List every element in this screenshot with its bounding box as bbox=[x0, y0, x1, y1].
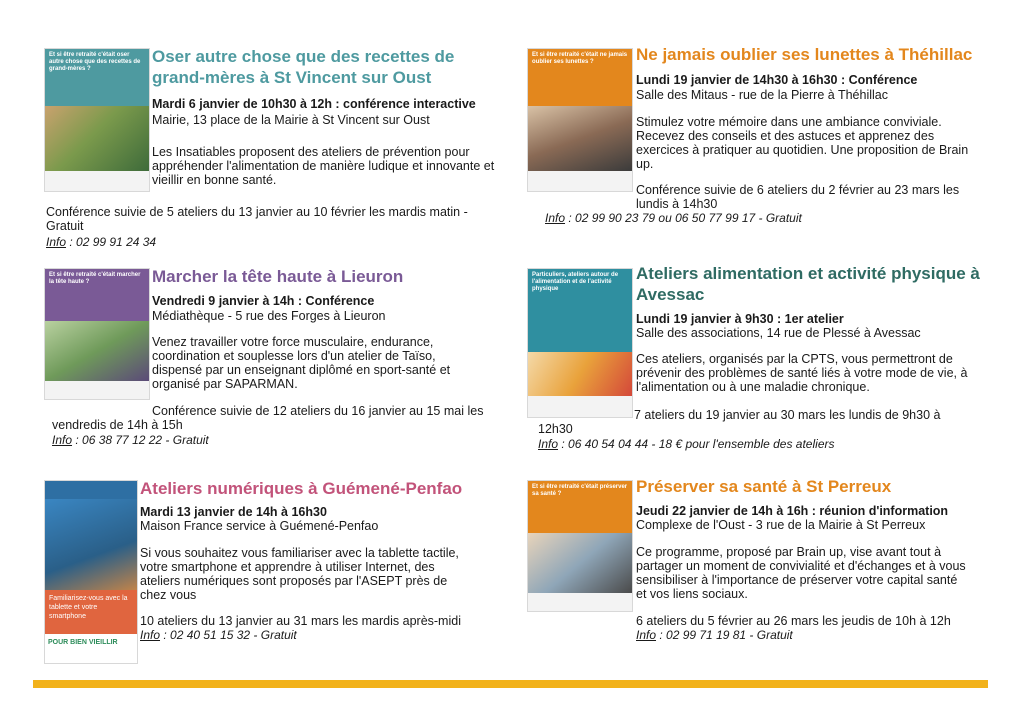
event-place: Mairie, 13 place de la Mairie à St Vincent sur Oust bbox=[152, 113, 430, 127]
poster-caption: Et si être retraité c'était préserver sa santé ? bbox=[528, 481, 632, 543]
event-info bbox=[545, 211, 985, 225]
event-poster-image bbox=[527, 480, 633, 612]
event-poster-image bbox=[527, 268, 633, 418]
event-date: Vendredi 9 janvier à 14h : Conférence bbox=[152, 294, 375, 308]
poster-logos bbox=[528, 171, 632, 191]
poster-photo bbox=[45, 106, 149, 171]
event-date: Mardi 13 janvier de 14h à 16h30 bbox=[140, 505, 327, 519]
event-description: Ce programme, proposé par Brain up, vise avant tout à partager un moment de convivialité et d'échanges et à vous sensibiliser à l'importance de préserver votre capital santé et vos liens sociaux. bbox=[636, 545, 966, 601]
info-label: Info bbox=[140, 628, 161, 642]
poster-logos bbox=[45, 171, 149, 191]
event-title: Ne jamais oublier ses lunettes à Théhillac bbox=[636, 45, 973, 64]
poster-logos bbox=[528, 593, 632, 611]
info-value: : 06 38 77 12 22 - Gratuit bbox=[72, 433, 209, 447]
event-place: Maison France service à Guémené-Penfao bbox=[140, 519, 379, 533]
info-label: Info bbox=[636, 628, 657, 642]
event-date: Jeudi 22 janvier de 14h à 16h : réunion d'information bbox=[636, 504, 949, 518]
event-info bbox=[140, 628, 490, 642]
event-place: Salle des Mitaus - rue de la Pierre à Théhillac bbox=[636, 88, 888, 102]
poster-caption: Particuliers, ateliers autour de l'alimentation et de l'activité physique bbox=[528, 269, 632, 352]
poster-logos bbox=[45, 381, 149, 399]
info-label: Info bbox=[46, 235, 67, 249]
info-value: : 02 99 71 19 81 - Gratuit bbox=[656, 628, 793, 642]
event-followup: 6 ateliers du 5 février au 26 mars les jeudis de 10h à 12h bbox=[636, 614, 951, 628]
event-date: Lundi 19 janvier à 9h30 : 1er atelier bbox=[636, 312, 844, 326]
info-value: : 06 40 54 04 44 - 18 € pour l'ensemble des ateliers bbox=[558, 437, 835, 451]
event-description: Si vous souhaitez vous familiariser avec la tablette tactile, votre smartphone et apprendre à utiliser Internet, des ateliers numériques sont proposés par l'ASEPT près de chez vous bbox=[140, 546, 459, 602]
poster-photo bbox=[528, 533, 632, 593]
event-info bbox=[46, 235, 486, 249]
event-date: Lundi 19 janvier de 14h30 à 16h30 : Conférence bbox=[636, 73, 918, 87]
poster-photo bbox=[528, 106, 632, 171]
event-place: Complexe de l'Oust - 3 rue de la Mairie à St Perreux bbox=[636, 518, 926, 532]
event-followup: 7 ateliers du 19 janvier au 30 mars les lundis de 9h30 à 12h30 bbox=[538, 408, 941, 436]
event-followup: Conférence suivie de 12 ateliers du 16 janvier au 15 mai les vendredis de 14h à 15h bbox=[52, 404, 484, 432]
event-followup: Conférence suivie de 5 ateliers du 13 janvier au 10 février les mardis matin - Gratuit bbox=[46, 205, 468, 233]
poster-photo bbox=[45, 321, 149, 381]
poster-caption: Et si être retraité c'était marcher la tête haute ? bbox=[45, 269, 149, 331]
info-value: : 02 99 91 24 34 bbox=[66, 235, 157, 249]
event-followup: Conférence suivie de 6 ateliers du 2 février au 23 mars les lundis à 14h30 bbox=[636, 183, 960, 211]
poster-caption: Et si être retraité c'était oser autre chose que des recettes de grand-mères ? bbox=[45, 49, 149, 117]
event-place: Médiathèque - 5 rue des Forges à Lieuron bbox=[152, 309, 386, 323]
event-title: Marcher la tête haute à Lieuron bbox=[152, 267, 404, 286]
event-title: Préserver sa santé à St Perreux bbox=[636, 477, 892, 496]
info-value: : 02 40 51 15 32 - Gratuit bbox=[160, 628, 297, 642]
event-place: Salle des associations, 14 rue de Plessé à Avessac bbox=[636, 326, 921, 340]
event-poster-image bbox=[44, 480, 138, 664]
poster-caption: Familiarisez-vous avec la tablette et votre smartphone bbox=[45, 590, 137, 634]
event-followup: 10 ateliers du 13 janvier au 31 mars les mardis après-midi bbox=[140, 614, 461, 628]
event-info bbox=[636, 628, 981, 642]
event-date: Mardi 6 janvier de 10h30 à 12h : conférence interactive bbox=[152, 97, 476, 111]
info-label: Info bbox=[52, 433, 73, 447]
event-title: Ateliers numériques à Guémené-Penfao bbox=[140, 479, 463, 498]
event-description: Stimulez votre mémoire dans une ambiance conviviale. Recevez des conseils et des astuces et apprenez des exercices à pratiquer au quotidien. Une proposition de Brain up. bbox=[636, 115, 969, 171]
event-title: Oser autre chose que des recettes de grand-mères à St Vincent sur Oust bbox=[152, 47, 455, 87]
poster-illustration bbox=[528, 352, 632, 396]
poster-photo bbox=[45, 499, 137, 590]
info-label: Info bbox=[545, 211, 566, 225]
event-description: Ces ateliers, organisés par la CPTS, vous permettront de prévenir des problèmes de santé liés à votre mode de vie, à l'alimentation ou à une maladie chronique. bbox=[636, 352, 968, 394]
event-title: Ateliers alimentation et activité physique à Avessac bbox=[636, 264, 980, 304]
poster-logo: POUR BIEN VIEILLIR bbox=[45, 634, 137, 663]
info-value: : 02 99 90 23 79 ou 06 50 77 99 17 - Gratuit bbox=[565, 211, 802, 225]
poster-caption: Et si être retraité c'était ne jamais oublier ses lunettes ? bbox=[528, 49, 632, 117]
event-info bbox=[538, 437, 978, 451]
event-description: Les Insatiables proposent des ateliers de prévention pour appréhender l'alimentation de manière ludique et innovante et vieillir en bonne santé. bbox=[152, 145, 495, 187]
event-poster-image bbox=[44, 268, 150, 400]
event-poster-image bbox=[527, 48, 633, 192]
event-info bbox=[52, 433, 492, 447]
footer-divider-bar bbox=[33, 680, 988, 688]
event-description: Venez travailler votre force musculaire, endurance, coordination et souplesse lors d'un atelier de Taïso, dispensé par un enseignant diplômé en sport-santé et organisé par SAPARMAN. bbox=[152, 335, 451, 391]
info-label: Info bbox=[538, 437, 559, 451]
event-poster-image bbox=[44, 48, 150, 192]
